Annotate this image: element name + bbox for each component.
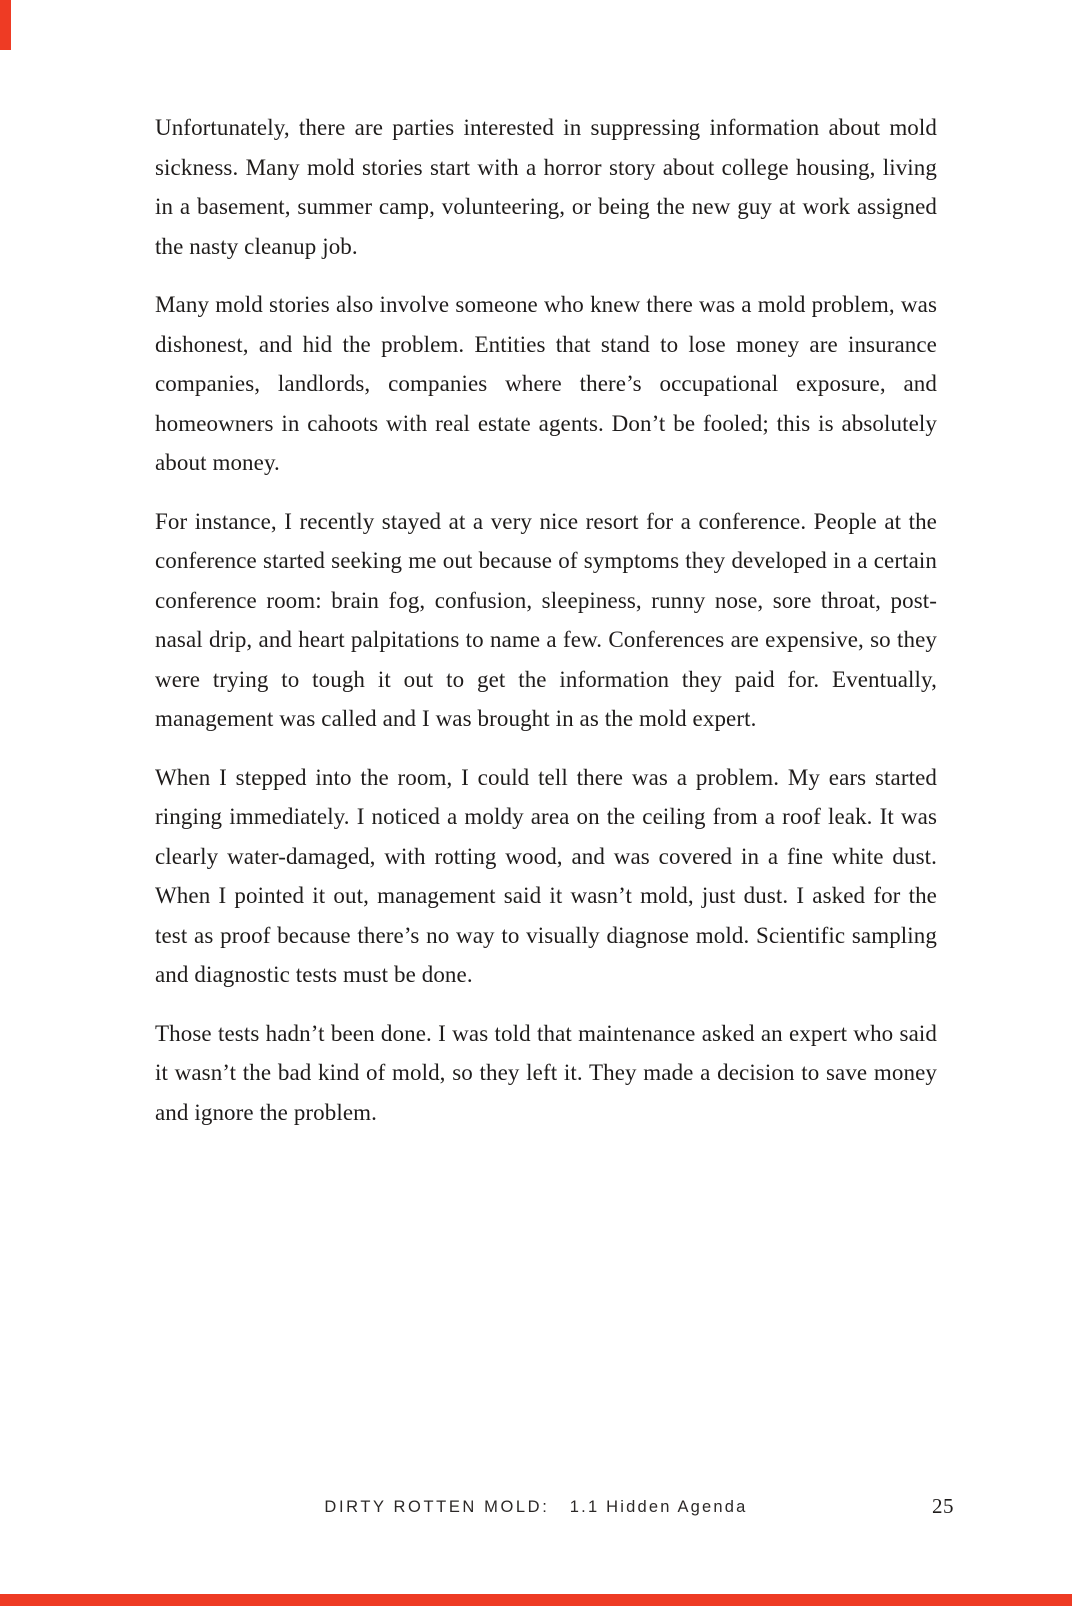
paragraph: Many mold stories also involve someone who knew there was a mold problem, was dishonest, and hid the problem. Entities that stand to lose money are insurance companies, landlords, companies where there’s occupational exposure, and homeowners in cahoots with real estate agents. Don’t be fooled; this is absolutely about money.: [155, 292, 937, 475]
bottom-accent-bar: [0, 1594, 1072, 1606]
paragraph: When I stepped into the room, I could tell there was a problem. My ears started ringing immediately. I noticed a moldy area on the ceiling from a roof leak. It was clearly water-damaged, with rotting wood, and was covered in a fine white dust. When I pointed it out, management said it wasn’t mold, just dust. I asked for the test as proof because there’s no way to visually diagnose mold. Scientific sampling and diagnostic tests must be done.: [155, 764, 937, 987]
page-footer: [0, 1494, 1072, 1528]
paragraph: Unfortunately, there are parties interested in suppressing information about mold sickness. Many mold stories start with a horror story about college housing, living in a basement, summer camp, volunteering, or being the new guy at work assigned the nasty cleanup job.: [155, 115, 937, 259]
running-title: DIRTY ROTTEN MOLD:: [324, 1498, 550, 1516]
top-left-accent-bar: [0, 0, 11, 50]
page-body-text: [155, 108, 937, 1151]
page-number: 25: [932, 1494, 954, 1518]
running-footer: [0, 1498, 1072, 1517]
paragraph: Those tests hadn’t been done. I was told that maintenance asked an expert who said it wasn’t the bad kind of mold, so they left it. They made a decision to save money and ignore the problem.: [155, 1020, 937, 1125]
running-section: 1.1 Hidden Agenda: [569, 1498, 748, 1516]
paragraph: For instance, I recently stayed at a very nice resort for a conference. People at the conference started seeking me out because of symptoms they developed in a certain conference room: brain fog, confusion, sleepiness, runny nose, sore throat, post-nasal drip, and heart palpitations to name a few. Conferences are expensive, so they were trying to tough it out to get the information they paid for. Eventually, management was called and I was brought in as the mold expert.: [155, 508, 937, 731]
